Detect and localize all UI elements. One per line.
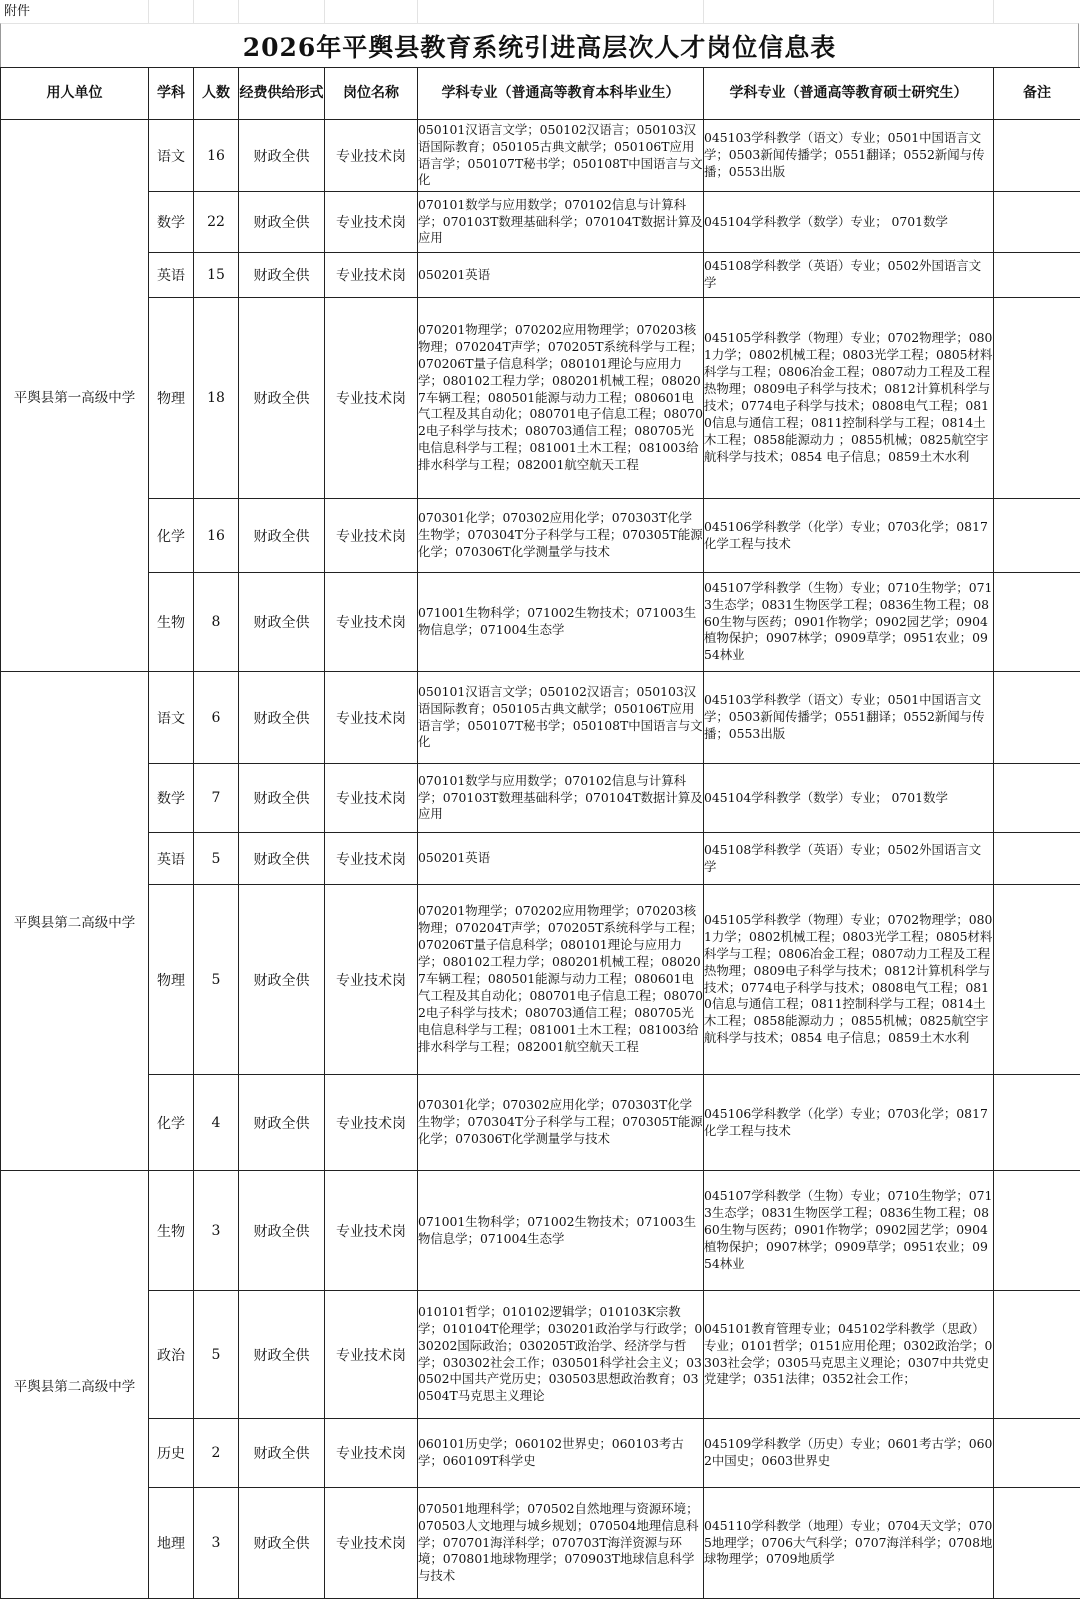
bachelor-majors-cell: 010101哲学；010102逻辑学；010103K宗教学；010104T伦理学；030201政治学与行政学；030202国际政治；030205T政治学、经济学与哲学；030302社会工作；030501科学社会主义；030502中国共产党历史；030503思想政治教育；030504T马克思主义理论 [418,1291,704,1419]
subject-cell: 语文 [149,120,194,192]
positions-table [0,67,1080,1599]
count-cell: 16 [194,120,239,192]
header-post: 岗位名称 [325,68,418,120]
subject-cell: 地理 [149,1488,194,1599]
post-cell: 专业技术岗 [325,298,418,499]
master-majors-cell: 045108学科教学（英语）专业；0502外国语言文学 [704,833,994,885]
bachelor-majors-cell: 060101历史学；060102世界史；060103考古学；060109T科学史 [418,1419,704,1488]
subject-cell: 数学 [149,764,194,833]
master-majors-cell: 045109学科教学（历史）专业；0601考古学；0602中国史；0603世界史 [704,1419,994,1488]
table-row [1,120,1080,192]
funding-cell: 财政全供 [239,573,325,672]
count-cell: 18 [194,298,239,499]
post-cell: 专业技术岗 [325,499,418,573]
table-row [1,833,1080,885]
subject-cell: 生物 [149,1171,194,1291]
remark-cell [994,764,1080,833]
subject-cell: 数学 [149,192,194,253]
gridline [993,0,994,23]
table-row [1,885,1080,1075]
post-cell: 专业技术岗 [325,1075,418,1171]
table-row [1,573,1080,672]
bachelor-majors-cell: 070301化学；070302应用化学；070303T化学生物学；070304T分子科学与工程；070305T能源化学；070306T化学测量学与技术 [418,499,704,573]
bachelor-majors-cell: 070201物理学；070202应用物理学；070203核物理；070204T声学；070205T系统科学与工程；070206T量子信息科学；080101理论与应用力学；080102工程力学；080201机械工程；080207车辆工程；080501能源与动力工程；080601电气工程及其自动化；080701电子信息工程；080702电子科学与技术；080703通信工程；080705光电信息科学与工程；081001土木工程；081003给排水科学与工程；082001航空航天工程 [418,885,704,1075]
funding-cell: 财政全供 [239,120,325,192]
count-cell: 22 [194,192,239,253]
count-cell: 5 [194,885,239,1075]
bachelor-majors-cell: 070101数学与应用数学；070102信息与计算科学；070103T数理基础科学；070104T数据计算及应用 [418,764,704,833]
table-row [1,1488,1080,1599]
header-master: 学科专业（普通高等教育硕士研究生） [704,68,994,120]
bachelor-majors-cell: 050201英语 [418,253,704,298]
post-cell: 专业技术岗 [325,1171,418,1291]
bachelor-majors-cell: 070301化学；070302应用化学；070303T化学生物学；070304T分子科学与工程；070305T能源化学；070306T化学测量学与技术 [418,1075,704,1171]
subject-cell: 英语 [149,253,194,298]
header-funding: 经费供给形式 [239,68,325,120]
bachelor-majors-cell: 070201物理学；070202应用物理学；070203核物理；070204T声学；070205T系统科学与工程；070206T量子信息科学；080101理论与应用力学；080102工程力学；080201机械工程；080207车辆工程；080501能源与动力工程；080601电气工程及其自动化；080701电子信息工程；080702电子科学与技术；080703通信工程；080705光电信息科学与工程；081001土木工程；081003给排水科学与工程；082001航空航天工程 [418,298,704,499]
master-majors-cell: 045106学科教学（化学）专业；0703化学；0817化学工程与技术 [704,1075,994,1171]
unit-cell: 平舆县第一高级中学 [1,120,149,672]
subject-cell: 化学 [149,499,194,573]
bachelor-majors-cell: 050201英语 [418,833,704,885]
post-cell: 专业技术岗 [325,885,418,1075]
header-unit: 用人单位 [1,68,149,120]
table-row [1,672,1080,764]
post-cell: 专业技术岗 [325,1419,418,1488]
subject-cell: 物理 [149,885,194,1075]
subject-cell: 化学 [149,1075,194,1171]
remark-cell [994,1488,1080,1599]
post-cell: 专业技术岗 [325,833,418,885]
bachelor-majors-cell: 071001生物科学；071002生物技术；071003生物信息学；071004生态学 [418,1171,704,1291]
master-majors-cell: 045105学科教学（物理）专业；0702物理学；0801力学；0802机械工程；0803光学工程；0805材料科学与工程；0806冶金工程；0807动力工程及工程热物理；0809电子科学与技术；0812计算机科学与技术；0774电子科学与技术；0808电气工程；0810信息与通信工程；0811控制科学与工程；0814土木工程；0858能源动力 ；0855机械；0825航空宇航科学与技术；0854 电子信息；0859土木水利 [704,298,994,499]
gridline [417,0,418,23]
funding-cell: 财政全供 [239,298,325,499]
master-majors-cell: 045105学科教学（物理）专业；0702物理学；0801力学；0802机械工程；0803光学工程；0805材料科学与工程；0806冶金工程；0807动力工程及工程热物理；0809电子科学与技术；0812计算机科学与技术；0774电子科学与技术；0808电气工程；0810信息与通信工程；0811控制科学与工程；0814土木工程；0858能源动力 ；0855机械；0825航空宇航科学与技术；0854 电子信息；0859土木水利 [704,885,994,1075]
remark-cell [994,672,1080,764]
table-row [1,1075,1080,1171]
remark-cell [994,1291,1080,1419]
remark-cell [994,1171,1080,1291]
post-cell: 专业技术岗 [325,192,418,253]
table-row [1,298,1080,499]
funding-cell: 财政全供 [239,1171,325,1291]
count-cell: 4 [194,1075,239,1171]
bachelor-majors-cell: 070101数学与应用数学；070102信息与计算科学；070103T数理基础科学；070104T数据计算及应用 [418,192,704,253]
funding-cell: 财政全供 [239,1291,325,1419]
page-title: 2026年平舆县教育系统引进高层次人才岗位信息表 [242,32,837,62]
funding-cell: 财政全供 [239,1419,325,1488]
header-row [1,68,1080,120]
post-cell: 专业技术岗 [325,672,418,764]
post-cell: 专业技术岗 [325,120,418,192]
remark-cell [994,833,1080,885]
post-cell: 专业技术岗 [325,573,418,672]
subject-cell: 语文 [149,672,194,764]
funding-cell: 财政全供 [239,192,325,253]
post-cell: 专业技术岗 [325,253,418,298]
master-majors-cell: 045110学科教学（地理）专业；0704天文学；0705地理学；0706大气科学；0707海洋科学；0708地球物理学；0709地质学 [704,1488,994,1599]
table-row [1,1419,1080,1488]
count-cell: 3 [194,1488,239,1599]
remark-cell [994,298,1080,499]
header-subject: 学科 [149,68,194,120]
count-cell: 6 [194,672,239,764]
table-row [1,1171,1080,1291]
table-row [1,192,1080,253]
post-cell: 专业技术岗 [325,1291,418,1419]
funding-cell: 财政全供 [239,764,325,833]
remark-cell [994,120,1080,192]
post-cell: 专业技术岗 [325,1488,418,1599]
master-majors-cell: 045103学科教学（语文）专业；0501中国语言文学；0503新闻传播学；0551翻译；0552新闻与传播；0553出版 [704,120,994,192]
funding-cell: 财政全供 [239,672,325,764]
header-bachelor: 学科专业（普通高等教育本科毕业生） [418,68,704,120]
attachment-label: 附件 [4,4,31,19]
subject-cell: 历史 [149,1419,194,1488]
gridline [324,0,325,23]
master-majors-cell: 045103学科教学（语文）专业；0501中国语言文学；0503新闻传播学；0551翻译；0552新闻与传播；0553出版 [704,672,994,764]
table-row [1,1291,1080,1419]
funding-cell: 财政全供 [239,1488,325,1599]
funding-cell: 财政全供 [239,885,325,1075]
remark-cell [994,499,1080,573]
count-cell: 16 [194,499,239,573]
subject-cell: 物理 [149,298,194,499]
master-majors-cell: 045106学科教学（化学）专业；0703化学；0817化学工程与技术 [704,499,994,573]
unit-cell: 平舆县第二高级中学 [1,1171,149,1599]
table-row [1,499,1080,573]
attachment-row [0,0,1080,23]
remark-cell [994,573,1080,672]
master-majors-cell: 045108学科教学（英语）专业；0502外国语言文学 [704,253,994,298]
master-majors-cell: 045104学科教学（数学）专业； 0701数学 [704,192,994,253]
bachelor-majors-cell: 071001生物科学；071002生物技术；071003生物信息学；071004生态学 [418,573,704,672]
subject-cell: 生物 [149,573,194,672]
funding-cell: 财政全供 [239,253,325,298]
master-majors-cell: 045107学科教学（生物）专业；0710生物学；0713生态学；0831生物医学工程；0836生物工程；0860生物与医药；0901作物学；0902园艺学；0904植物保护；0907林学；0909草学；0951农业；0954林业 [704,1171,994,1291]
table-row [1,764,1080,833]
gridline [148,0,149,23]
remark-cell [994,1075,1080,1171]
remark-cell [994,192,1080,253]
remark-cell [994,885,1080,1075]
count-cell: 8 [194,573,239,672]
master-majors-cell: 045104学科教学（数学）专业； 0701数学 [704,764,994,833]
bachelor-majors-cell: 050101汉语言文学；050102汉语言；050103汉语国际教育；050105古典文献学；050106T应用语言学；050107T秘书学；050108T中国语言与文化 [418,120,704,192]
post-cell: 专业技术岗 [325,764,418,833]
gridline [238,0,239,23]
header-count: 人数 [194,68,239,120]
gridline [193,0,194,23]
bachelor-majors-cell: 050101汉语言文学；050102汉语言；050103汉语国际教育；050105古典文献学；050106T应用语言学；050107T秘书学；050108T中国语言与文化 [418,672,704,764]
subject-cell: 政治 [149,1291,194,1419]
master-majors-cell: 045107学科教学（生物）专业；0710生物学；0713生态学；0831生物医学工程；0836生物工程；0860生物与医药；0901作物学；0902园艺学；0904植物保护；0907林学；0909草学；0951农业；0954林业 [704,573,994,672]
master-majors-cell: 045101教育管理专业；045102学科教学（思政）专业；0101哲学；0151应用伦理；0302政治学；0303社会学；0305马克思主义理论；0307中共党史党建学；0351法律；0352社会工作； [704,1291,994,1419]
funding-cell: 财政全供 [239,833,325,885]
bachelor-majors-cell: 070501地理科学；070502自然地理与资源环境；070503人文地理与城乡规划；070504地理信息科学；070701海洋科学；070703T海洋资源与环境；070801地球物理学；070903T地球信息科学与技术 [418,1488,704,1599]
count-cell: 5 [194,1291,239,1419]
count-cell: 7 [194,764,239,833]
funding-cell: 财政全供 [239,1075,325,1171]
header-remark: 备注 [994,68,1080,120]
remark-cell [994,253,1080,298]
count-cell: 5 [194,833,239,885]
unit-cell: 平舆县第二高级中学 [1,672,149,1171]
funding-cell: 财政全供 [239,499,325,573]
count-cell: 2 [194,1419,239,1488]
remark-cell [994,1419,1080,1488]
gridline [703,0,704,23]
title-cell [0,23,1079,67]
count-cell: 3 [194,1171,239,1291]
table-row [1,253,1080,298]
subject-cell: 英语 [149,833,194,885]
count-cell: 15 [194,253,239,298]
